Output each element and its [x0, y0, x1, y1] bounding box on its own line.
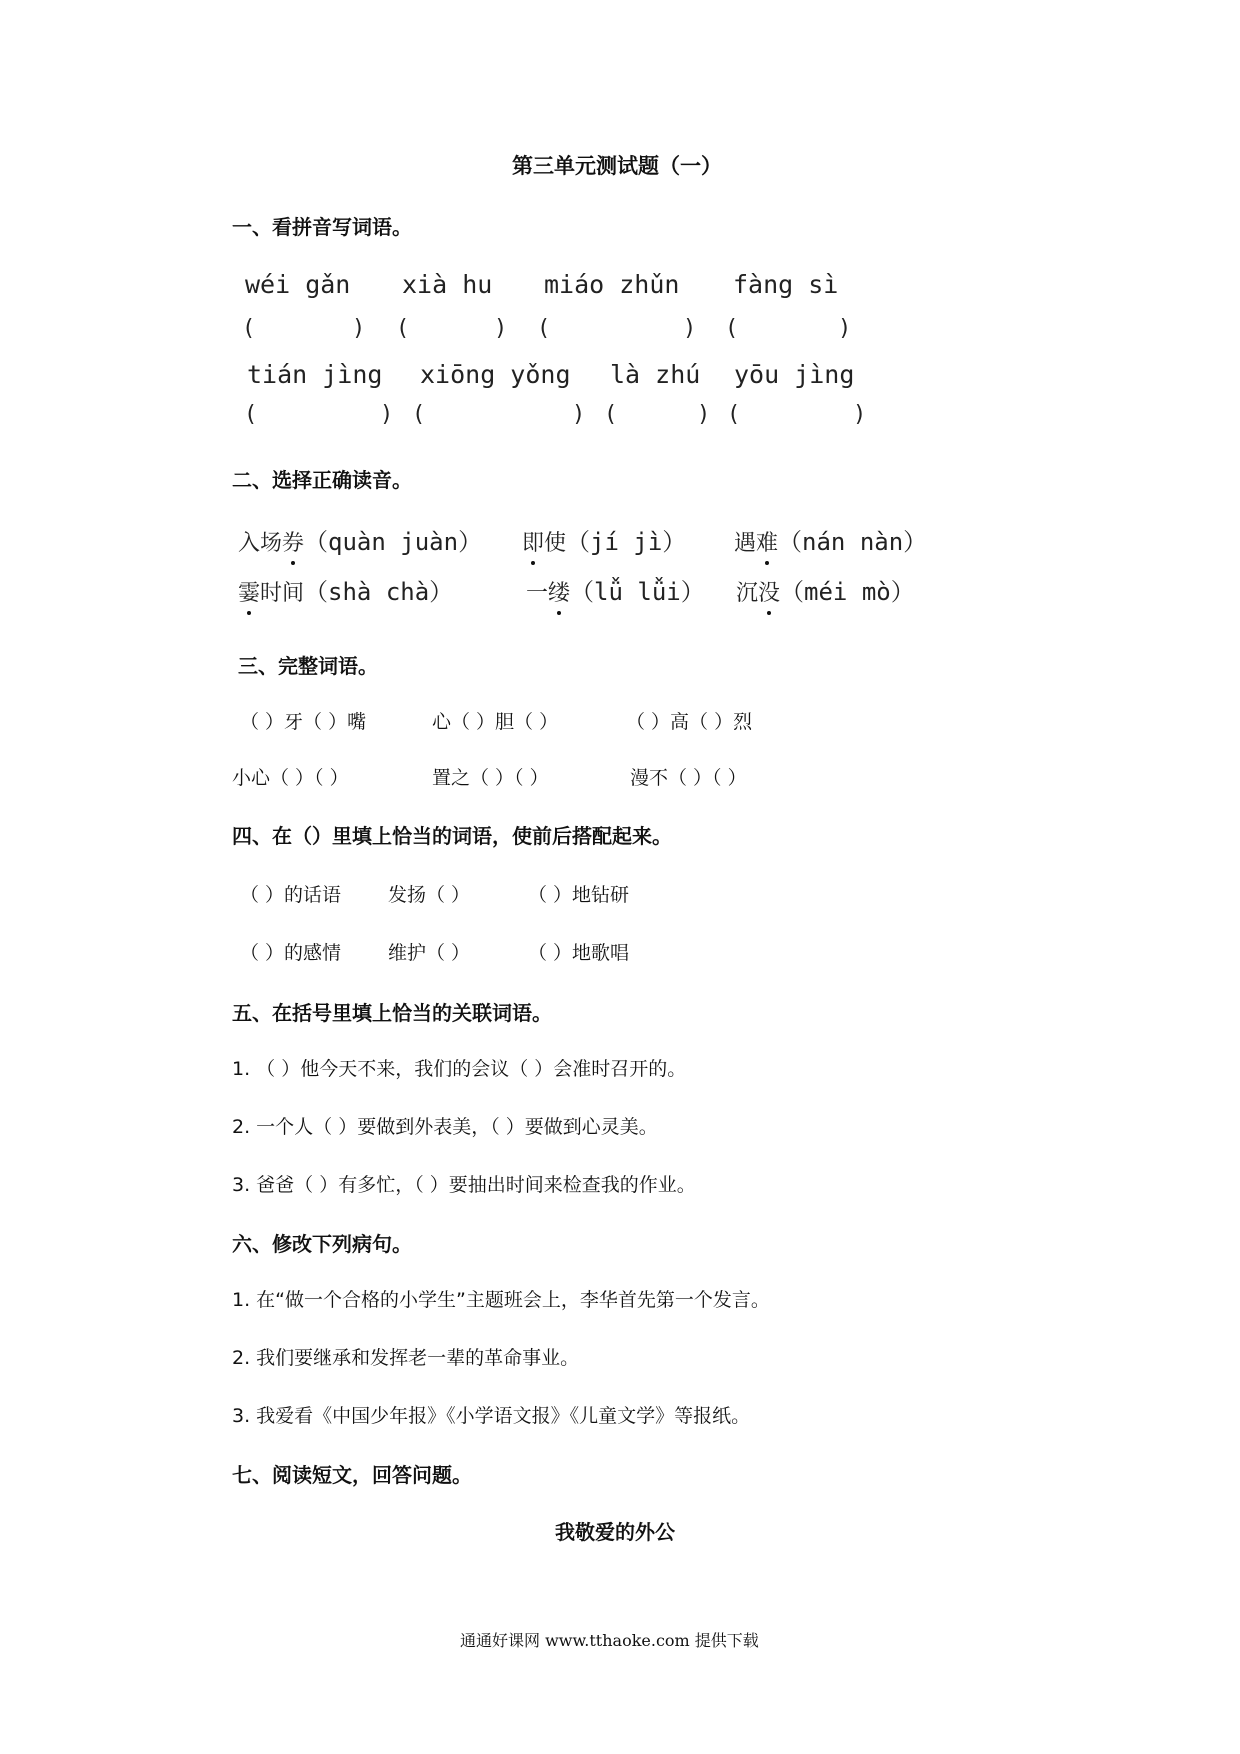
- section-3-heading: 三、完整词语。: [238, 654, 378, 678]
- answer-close-paren: ): [697, 402, 711, 427]
- answer-open-paren: (: [412, 402, 426, 427]
- page-title: 第三单元测试题（一）: [512, 154, 722, 178]
- idiom-item: （ ）牙（ ）嘴: [240, 711, 367, 733]
- passage-title: 我敬爱的外公: [555, 1520, 675, 1544]
- emphasis-dot-char: 没: [758, 581, 781, 606]
- idiom-item: 漫不（ ）（ ）: [630, 767, 747, 789]
- pinyin-5: tián jìng: [247, 360, 383, 389]
- idiom-item: 置之（ ）（ ）: [432, 767, 549, 789]
- sentence-item-2: 2. 我们要继承和发挥老一辈的革命事业。: [232, 1347, 580, 1369]
- emphasis-dot-char: 券: [282, 531, 305, 556]
- conjunction-item-2: 2. 一个人（ ）要做到外表美，（ ）要做到心灵美。: [232, 1116, 658, 1138]
- collocation-item: （ ）地钻研: [528, 884, 630, 906]
- answer-close-paren: ): [572, 402, 586, 427]
- emphasis-dot-char: 霎: [238, 581, 261, 606]
- section-5-heading: 五、在括号里填上恰当的关联词语。: [232, 1001, 552, 1025]
- reading-item-5: 一缕（lǚ lǚi）: [526, 578, 705, 606]
- conjunction-item-1: 1. （ ）他今天不来，我们的会议（ ）会准时召开的。: [232, 1058, 687, 1080]
- answer-open-paren: (: [604, 402, 618, 427]
- reading-item-2: 即使（jí jì）: [522, 528, 687, 556]
- emphasis-dot-char: 难: [756, 531, 779, 556]
- emphasis-dot-char: 缕: [548, 581, 571, 606]
- idiom-item: 小心（ ）（ ）: [232, 767, 349, 789]
- collocation-item: 维护（ ）: [388, 942, 471, 964]
- pinyin-7: là zhú: [610, 360, 701, 389]
- footer-text: 通通好课网 www.tthaoke.com 提供下载: [460, 1631, 759, 1650]
- answer-close-paren: ): [853, 402, 867, 427]
- answer-open-paren: (: [537, 316, 551, 341]
- answer-close-paren: ): [352, 316, 366, 341]
- collocation-item: （ ）的话语: [240, 884, 342, 906]
- section-6-heading: 六、修改下列病句。: [232, 1232, 412, 1256]
- pinyin-6: xiōng yǒng: [420, 360, 571, 389]
- emphasis-dot-char: 即: [522, 531, 545, 556]
- collocation-item: （ ）地歌唱: [528, 942, 630, 964]
- answer-close-paren: ): [683, 316, 697, 341]
- answer-open-paren: (: [242, 316, 256, 341]
- reading-item-3: 遇难（nán nàn）: [734, 528, 928, 556]
- answer-close-paren: ): [380, 402, 394, 427]
- pinyin-4: fàng sì: [733, 270, 839, 299]
- pinyin-3: miáo zhǔn: [544, 270, 680, 299]
- reading-item-4: 霎时间（shà chà）: [238, 578, 454, 606]
- conjunction-item-3: 3. 爸爸（ ）有多忙，（ ）要抽出时间来检查我的作业。: [232, 1174, 696, 1196]
- idiom-item: 心（ ）胆（ ）: [432, 711, 559, 733]
- section-1-heading: 一、看拼音写词语。: [232, 215, 412, 239]
- answer-open-paren: (: [727, 402, 741, 427]
- pinyin-8: yōu jìng: [734, 360, 855, 389]
- answer-open-paren: (: [396, 316, 410, 341]
- section-4-heading: 四、在（）里填上恰当的词语，使前后搭配起来。: [232, 824, 672, 848]
- reading-item-1: 入场券（quàn juàn）: [238, 528, 483, 556]
- collocation-item: 发扬（ ）: [388, 884, 471, 906]
- pinyin-2: xià hu: [402, 270, 493, 299]
- pinyin-1: wéi gǎn: [245, 270, 351, 299]
- section-7-heading: 七、阅读短文，回答问题。: [232, 1463, 472, 1487]
- idiom-item: （ ）高（ ）烈: [626, 711, 753, 733]
- sentence-item-3: 3. 我爱看《中国少年报》《小学语文报》《儿童文学》等报纸。: [232, 1405, 751, 1427]
- collocation-item: （ ）的感情: [240, 942, 342, 964]
- reading-item-6: 沉没（méi mò）: [736, 578, 915, 606]
- answer-open-paren: (: [725, 316, 739, 341]
- answer-open-paren: (: [244, 402, 258, 427]
- answer-close-paren: ): [494, 316, 508, 341]
- answer-close-paren: ): [838, 316, 852, 341]
- sentence-item-1: 1. 在“做一个合格的小学生”主题班会上，李华首先第一个发言。: [232, 1289, 770, 1311]
- section-2-heading: 二、选择正确读音。: [232, 468, 412, 492]
